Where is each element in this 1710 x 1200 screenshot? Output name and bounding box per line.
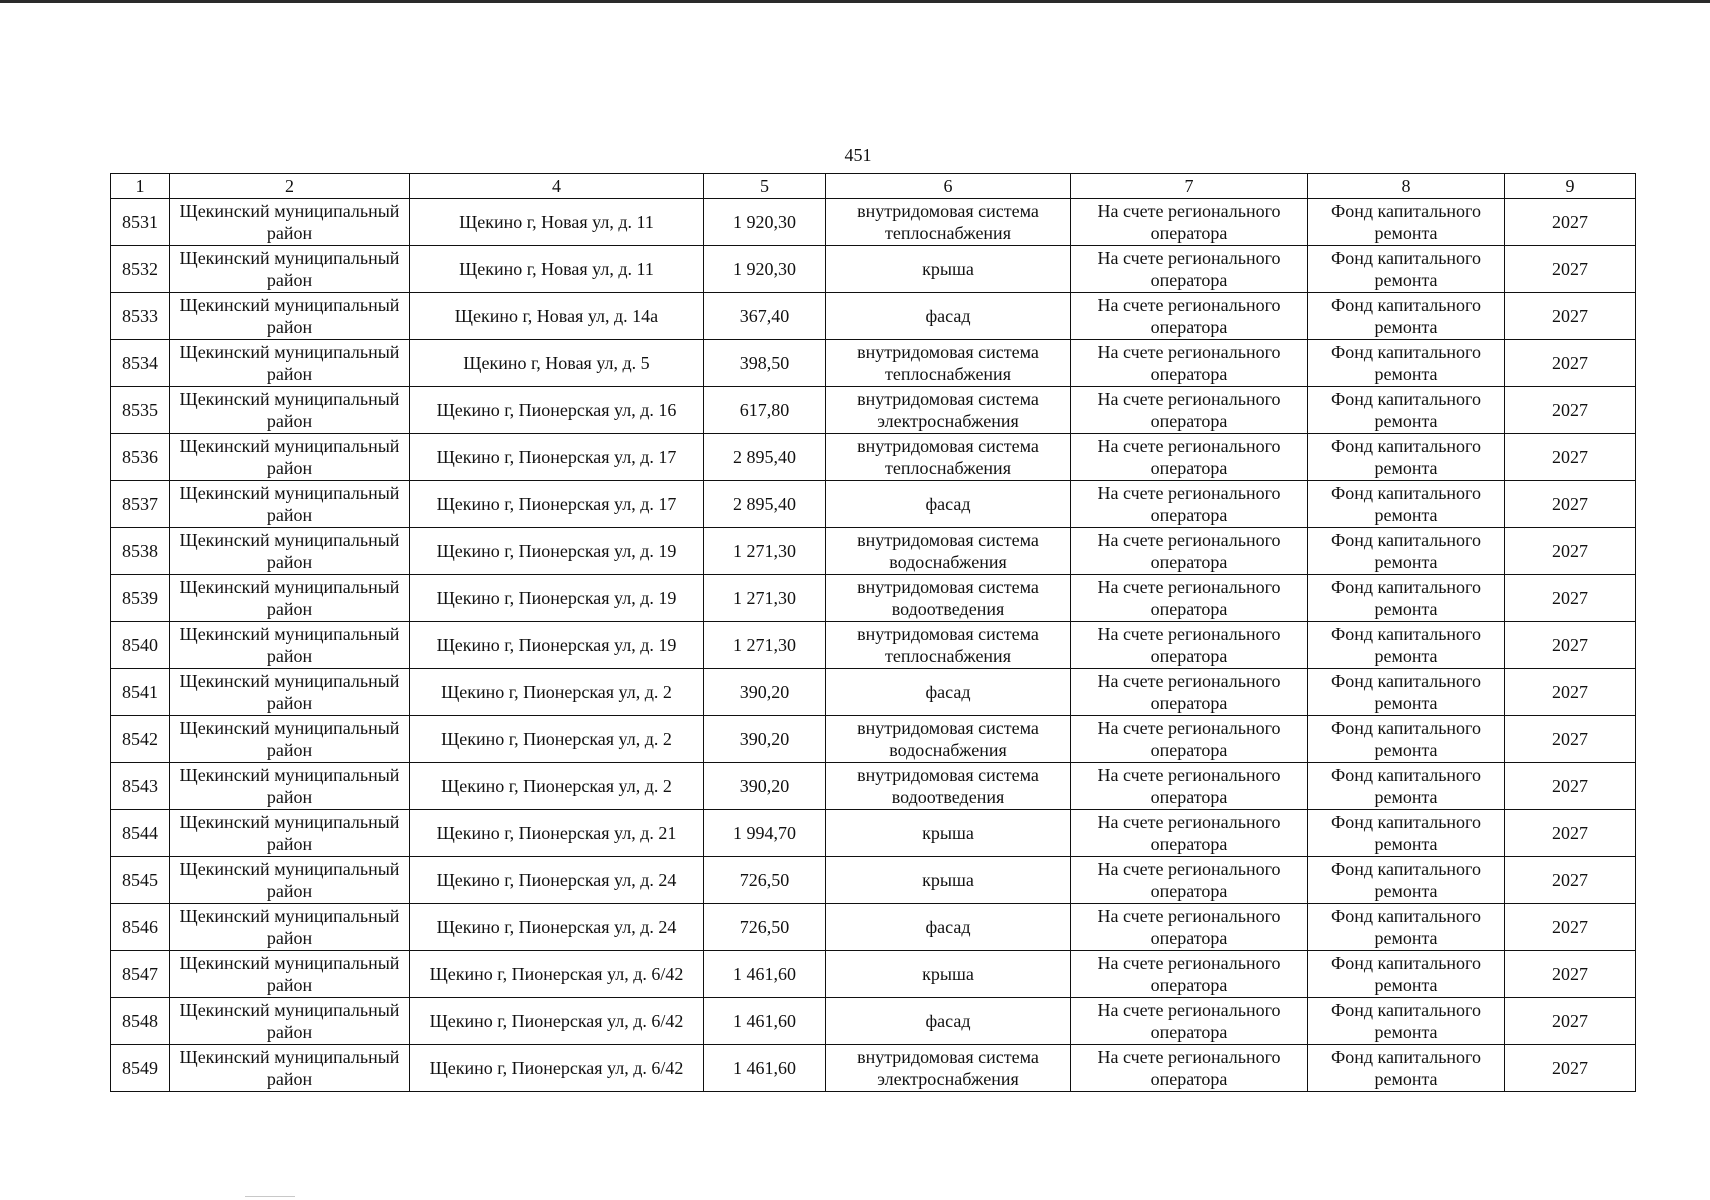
column-header: 9 [1505,174,1636,199]
year-cell: 2027 [1505,340,1636,387]
table-row [111,199,1636,246]
funding-source-cell: Фонд капитального ремонта [1308,1045,1505,1092]
area-cell: 390,20 [704,763,826,810]
fund-account-cell: На счете регионального оператора [1071,528,1308,575]
year-cell: 2027 [1505,481,1636,528]
fund-account-cell: На счете регионального оператора [1071,575,1308,622]
funding-source-cell: Фонд капитального ремонта [1308,669,1505,716]
district-cell: Щекинский муниципальный район [170,246,410,293]
table-row [111,810,1636,857]
address-cell: Щекино г, Пионерская ул, д. 17 [410,481,704,528]
address-cell: Щекино г, Новая ул, д. 5 [410,340,704,387]
funding-source-cell: Фонд капитального ремонта [1308,199,1505,246]
repair-type-cell: крыша [826,857,1071,904]
area-cell: 1 271,30 [704,528,826,575]
fund-account-cell: На счете регионального оператора [1071,199,1308,246]
area-cell: 726,50 [704,904,826,951]
area-cell: 726,50 [704,857,826,904]
address-cell: Щекино г, Новая ул, д. 14а [410,293,704,340]
address-cell: Щекино г, Пионерская ул, д. 19 [410,622,704,669]
fund-account-cell: На счете регионального оператора [1071,857,1308,904]
district-cell: Щекинский муниципальный район [170,481,410,528]
area-cell: 2 895,40 [704,481,826,528]
area-cell: 2 895,40 [704,434,826,481]
district-cell: Щекинский муниципальный район [170,810,410,857]
address-cell: Щекино г, Пионерская ул, д. 2 [410,669,704,716]
funding-source-cell: Фонд капитального ремонта [1308,622,1505,669]
year-cell: 2027 [1505,669,1636,716]
district-cell: Щекинский муниципальный район [170,1045,410,1092]
area-cell: 367,40 [704,293,826,340]
district-cell: Щекинский муниципальный район [170,293,410,340]
year-cell: 2027 [1505,763,1636,810]
year-cell: 2027 [1505,622,1636,669]
fund-account-cell: На счете регионального оператора [1071,340,1308,387]
year-cell: 2027 [1505,199,1636,246]
year-cell: 2027 [1505,293,1636,340]
funding-source-cell: Фонд капитального ремонта [1308,763,1505,810]
row-number-cell: 8538 [111,528,170,575]
table-row [111,1045,1636,1092]
row-number-cell: 8548 [111,998,170,1045]
funding-source-cell: Фонд капитального ремонта [1308,528,1505,575]
address-cell: Щекино г, Пионерская ул, д. 2 [410,716,704,763]
row-number-cell: 8547 [111,951,170,998]
fund-account-cell: На счете регионального оператора [1071,669,1308,716]
table-row [111,716,1636,763]
repair-type-cell: фасад [826,998,1071,1045]
area-cell: 390,20 [704,669,826,716]
row-number-cell: 8531 [111,199,170,246]
area-cell: 1 461,60 [704,998,826,1045]
table-row [111,669,1636,716]
district-cell: Щекинский муниципальный район [170,575,410,622]
funding-source-cell: Фонд капитального ремонта [1308,246,1505,293]
funding-source-cell: Фонд капитального ремонта [1308,810,1505,857]
row-number-cell: 8532 [111,246,170,293]
row-number-cell: 8533 [111,293,170,340]
column-header: 2 [170,174,410,199]
fund-account-cell: На счете регионального оператора [1071,951,1308,998]
top-border-line [0,0,1710,3]
row-number-cell: 8535 [111,387,170,434]
table-body [111,174,1636,1092]
year-cell: 2027 [1505,857,1636,904]
year-cell: 2027 [1505,528,1636,575]
row-number-cell: 8543 [111,763,170,810]
table-row [111,575,1636,622]
fund-account-cell: На счете регионального оператора [1071,763,1308,810]
fund-account-cell: На счете регионального оператора [1071,387,1308,434]
fund-account-cell: На счете регионального оператора [1071,481,1308,528]
fund-account-cell: На счете регионального оператора [1071,434,1308,481]
district-cell: Щекинский муниципальный район [170,528,410,575]
area-cell: 398,50 [704,340,826,387]
area-cell: 1 994,70 [704,810,826,857]
row-number-cell: 8536 [111,434,170,481]
row-number-cell: 8539 [111,575,170,622]
repair-type-cell: внутридомовая система электроснабжения [826,387,1071,434]
table-row [111,246,1636,293]
address-cell: Щекино г, Пионерская ул, д. 19 [410,575,704,622]
fund-account-cell: На счете регионального оператора [1071,904,1308,951]
address-cell: Щекино г, Пионерская ул, д. 6/42 [410,998,704,1045]
funding-source-cell: Фонд капитального ремонта [1308,904,1505,951]
row-number-cell: 8544 [111,810,170,857]
table-row [111,622,1636,669]
row-number-cell: 8534 [111,340,170,387]
year-cell: 2027 [1505,246,1636,293]
district-cell: Щекинский муниципальный район [170,857,410,904]
page-number: 451 [844,145,872,165]
district-cell: Щекинский муниципальный район [170,669,410,716]
fund-account-cell: На счете регионального оператора [1071,716,1308,763]
row-number-cell: 8546 [111,904,170,951]
repair-type-cell: фасад [826,904,1071,951]
district-cell: Щекинский муниципальный район [170,763,410,810]
repair-type-cell: фасад [826,293,1071,340]
table-row [111,857,1636,904]
repair-type-cell: крыша [826,951,1071,998]
repair-type-cell: внутридомовая система водоотведения [826,763,1071,810]
fund-account-cell: На счете регионального оператора [1071,998,1308,1045]
fund-account-cell: На счете регионального оператора [1071,622,1308,669]
area-cell: 1 920,30 [704,199,826,246]
row-number-cell: 8549 [111,1045,170,1092]
year-cell: 2027 [1505,434,1636,481]
repair-type-cell: внутридомовая система электроснабжения [826,1045,1071,1092]
address-cell: Щекино г, Пионерская ул, д. 19 [410,528,704,575]
column-header: 7 [1071,174,1308,199]
district-cell: Щекинский муниципальный район [170,998,410,1045]
fund-account-cell: На счете регионального оператора [1071,1045,1308,1092]
repair-type-cell: крыша [826,246,1071,293]
repair-type-cell: фасад [826,481,1071,528]
funding-source-cell: Фонд капитального ремонта [1308,434,1505,481]
repair-type-cell: внутридомовая система водоснабжения [826,716,1071,763]
column-header: 6 [826,174,1071,199]
district-cell: Щекинский муниципальный район [170,434,410,481]
table-row [111,387,1636,434]
address-cell: Щекино г, Новая ул, д. 11 [410,199,704,246]
district-cell: Щекинский муниципальный район [170,199,410,246]
year-cell: 2027 [1505,951,1636,998]
area-cell: 390,20 [704,716,826,763]
table-row [111,293,1636,340]
district-cell: Щекинский муниципальный район [170,951,410,998]
funding-source-cell: Фонд капитального ремонта [1308,716,1505,763]
year-cell: 2027 [1505,998,1636,1045]
table-row [111,998,1636,1045]
row-number-cell: 8541 [111,669,170,716]
address-cell: Щекино г, Пионерская ул, д. 17 [410,434,704,481]
address-cell: Щекино г, Пионерская ул, д. 16 [410,387,704,434]
repair-type-cell: внутридомовая система теплоснабжения [826,434,1071,481]
table-row [111,763,1636,810]
year-cell: 2027 [1505,387,1636,434]
address-cell: Щекино г, Пионерская ул, д. 24 [410,904,704,951]
district-cell: Щекинский муниципальный район [170,904,410,951]
year-cell: 2027 [1505,904,1636,951]
area-cell: 1 271,30 [704,575,826,622]
table-row [111,951,1636,998]
area-cell: 1 271,30 [704,622,826,669]
area-cell: 1 461,60 [704,951,826,998]
row-number-cell: 8542 [111,716,170,763]
district-cell: Щекинский муниципальный район [170,340,410,387]
funding-source-cell: Фонд капитального ремонта [1308,575,1505,622]
repair-type-cell: внутридомовая система водоснабжения [826,528,1071,575]
column-header: 8 [1308,174,1505,199]
funding-source-cell: Фонд капитального ремонта [1308,293,1505,340]
row-number-cell: 8545 [111,857,170,904]
table-row [111,434,1636,481]
funding-source-cell: Фонд капитального ремонта [1308,481,1505,528]
repair-type-cell: внутридомовая система теплоснабжения [826,340,1071,387]
table-row [111,340,1636,387]
address-cell: Щекино г, Новая ул, д. 11 [410,246,704,293]
address-cell: Щекино г, Пионерская ул, д. 2 [410,763,704,810]
area-cell: 1 461,60 [704,1045,826,1092]
table-row [111,528,1636,575]
district-cell: Щекинский муниципальный район [170,387,410,434]
funding-source-cell: Фонд капитального ремонта [1308,857,1505,904]
address-cell: Щекино г, Пионерская ул, д. 6/42 [410,1045,704,1092]
fund-account-cell: На счете регионального оператора [1071,293,1308,340]
district-cell: Щекинский муниципальный район [170,622,410,669]
row-number-cell: 8540 [111,622,170,669]
column-header: 1 [111,174,170,199]
area-cell: 617,80 [704,387,826,434]
funding-source-cell: Фонд капитального ремонта [1308,387,1505,434]
table-row [111,904,1636,951]
district-cell: Щекинский муниципальный район [170,716,410,763]
repair-type-cell: крыша [826,810,1071,857]
fund-account-cell: На счете регионального оператора [1071,246,1308,293]
year-cell: 2027 [1505,575,1636,622]
year-cell: 2027 [1505,810,1636,857]
repair-type-cell: внутридомовая система водоотведения [826,575,1071,622]
repair-type-cell: фасад [826,669,1071,716]
table-row [111,481,1636,528]
address-cell: Щекино г, Пионерская ул, д. 21 [410,810,704,857]
funding-source-cell: Фонд капитального ремонта [1308,340,1505,387]
funding-source-cell: Фонд капитального ремонта [1308,998,1505,1045]
address-cell: Щекино г, Пионерская ул, д. 6/42 [410,951,704,998]
address-cell: Щекино г, Пионерская ул, д. 24 [410,857,704,904]
column-header: 4 [410,174,704,199]
column-number-row [111,174,1636,199]
area-cell: 1 920,30 [704,246,826,293]
funding-source-cell: Фонд капитального ремонта [1308,951,1505,998]
capital-repair-table [110,173,1636,1092]
year-cell: 2027 [1505,1045,1636,1092]
column-header: 5 [704,174,826,199]
repair-type-cell: внутридомовая система теплоснабжения [826,199,1071,246]
year-cell: 2027 [1505,716,1636,763]
fund-account-cell: На счете регионального оператора [1071,810,1308,857]
row-number-cell: 8537 [111,481,170,528]
scan-mark [245,1196,295,1197]
repair-type-cell: внутридомовая система теплоснабжения [826,622,1071,669]
